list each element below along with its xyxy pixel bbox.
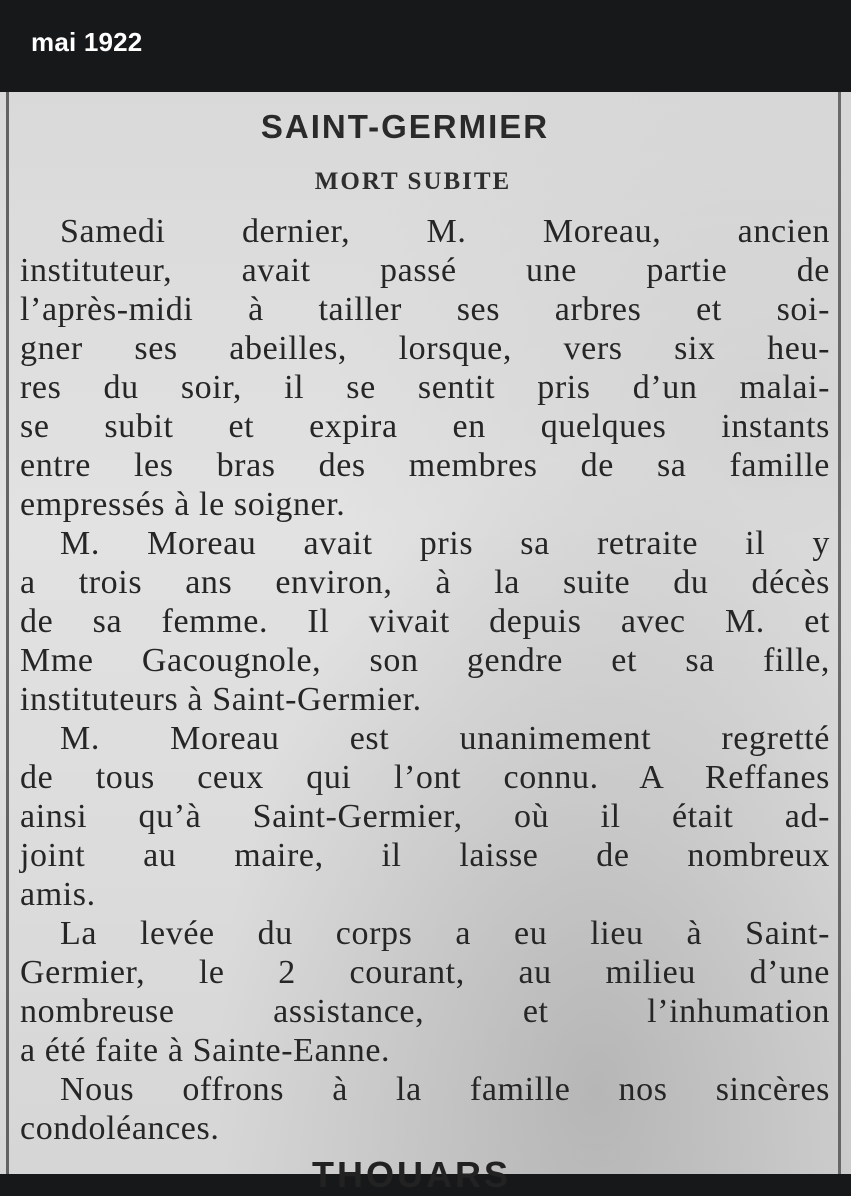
article-line: gner ses abeilles, lorsque, vers six heu-: [20, 330, 830, 367]
article-line: joint au maire, il laisse de nombreux: [20, 837, 830, 874]
article-line: instituteurs à Saint-Germier.: [20, 681, 422, 718]
article-line: l’après-midi à tailler ses arbres et soi-: [20, 291, 830, 328]
article-line: instituteur, avait passé une partie de: [20, 252, 830, 289]
article-line: La levée du corps a eu lieu à Saint-: [60, 915, 830, 952]
article-line: Nous offrons à la famille nos sincères: [60, 1071, 830, 1108]
article-line: a trois ans environ, à la suite du décès: [20, 564, 830, 601]
article-line: Germier, le 2 courant, au milieu d’une: [20, 954, 830, 991]
article-line: a été faite à Sainte-Eanne.: [20, 1032, 391, 1069]
article-line: res du soir, il se sentit pris d’un malai-: [20, 369, 830, 406]
newspaper-clipping: [0, 92, 851, 1195]
column-rule-left: [6, 92, 9, 1174]
top-bar: [0, 0, 851, 92]
article-line: empressés à le soigner.: [20, 486, 346, 523]
article-line: entre les bras des membres de sa famille: [20, 447, 830, 484]
article-body: [20, 212, 830, 1148]
window-title: mai 1922: [31, 26, 143, 57]
article-line: se subit et expira en quelques instants: [20, 408, 830, 445]
article-line: condoléances.: [20, 1110, 220, 1147]
article-line: M. Moreau avait pris sa retraite il y: [60, 525, 830, 562]
article-line: ainsi qu’à Saint-Germier, où il était ad-: [20, 798, 830, 835]
article-line: de sa femme. Il vivait depuis avec M. et: [20, 603, 830, 640]
article-line: amis.: [20, 876, 96, 913]
article-subheadline: MORT SUBITE: [314, 168, 512, 195]
article-line: Samedi dernier, M. Moreau, ancien: [60, 213, 830, 250]
column-rule-right: [838, 92, 841, 1174]
article-headline: SAINT-GERMIER: [260, 108, 550, 145]
article-line: nombreuse assistance, et l’inhumation: [20, 993, 830, 1030]
article-line: Mme Gacougnole, son gendre et sa fille,: [20, 642, 830, 679]
next-article-headline: THOUARS: [312, 1154, 511, 1195]
article-line: de tous ceux qui l’ont connu. A Reffanes: [20, 759, 830, 796]
article-line: M. Moreau est unanimement regretté: [60, 720, 830, 757]
